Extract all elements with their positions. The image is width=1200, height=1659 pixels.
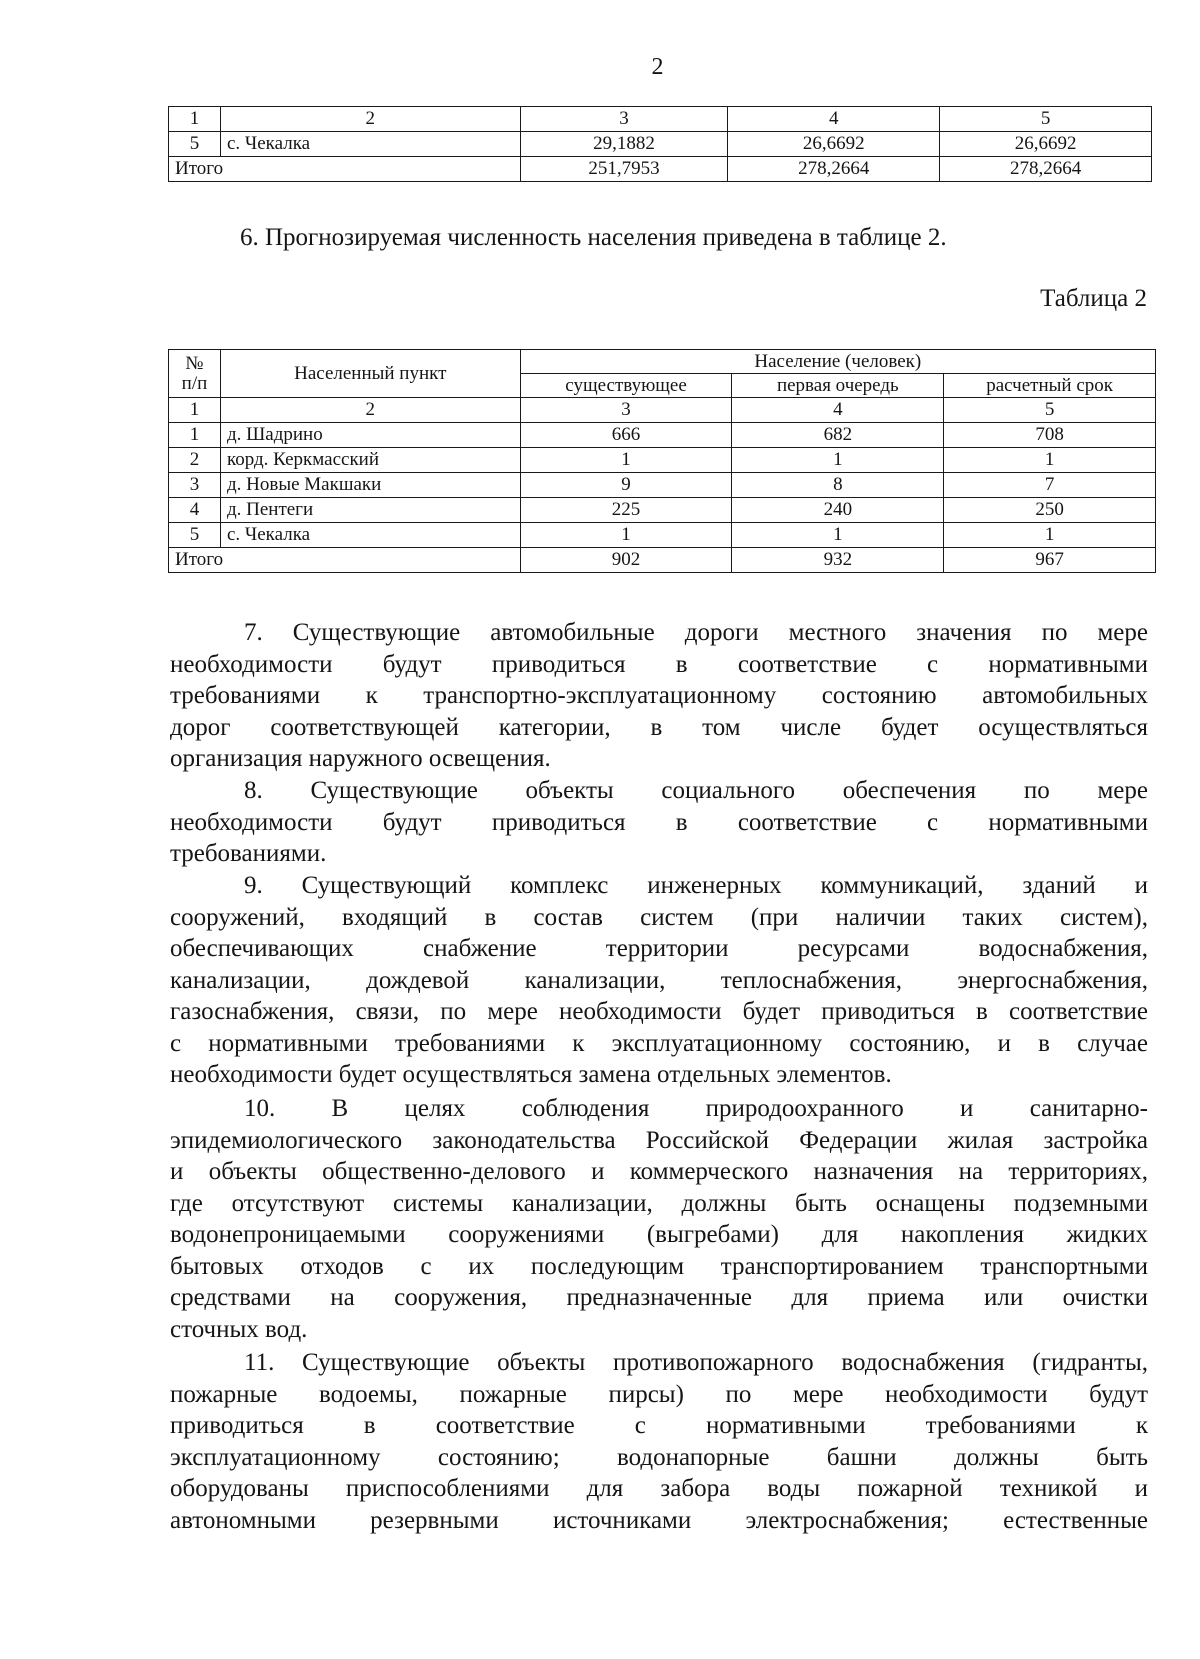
paragraph-line: 9. Существующий комплекс инженерных коммуникаций, зданий и	[244, 872, 1148, 899]
table-1-continuation	[168, 106, 1152, 182]
table-2-header	[169, 350, 1156, 374]
population-calculated: 708	[944, 423, 1156, 448]
table-row	[169, 473, 1156, 498]
table-total-row	[169, 548, 1156, 573]
paragraph-line: канализации, дождевой канализации, теплоснабжения, энергоснабжения,	[170, 966, 1148, 994]
settlement-name: с. Чекалка	[220, 132, 520, 157]
paragraph-line: газоснабжения, связи, по мере необходимости будет приводиться в соответствие	[170, 998, 1148, 1025]
table-2-caption: Таблица 2	[1040, 285, 1147, 312]
population-existing: 666	[520, 423, 732, 448]
row-number: 5	[169, 132, 221, 157]
population-calculated: 1	[944, 523, 1156, 548]
col-number: 5	[944, 398, 1156, 423]
paragraph-line: эпидемиологического законодательства Российской Федерации жилая застройка	[170, 1126, 1148, 1154]
paragraph-line: бытовых отходов с их последующим транспортированием транспортными	[170, 1252, 1148, 1280]
col-number: 4	[728, 107, 940, 132]
settlement-name: с. Чекалка	[220, 523, 520, 548]
population-existing: 1	[520, 448, 732, 473]
paragraph-line: требованиями.	[170, 840, 327, 867]
paragraph-line: с нормативными требованиями к эксплуатационному состоянию, и в случае	[170, 1029, 1148, 1057]
table-2-column-numbers	[169, 398, 1156, 423]
paragraph-6	[240, 222, 1150, 254]
population-calculated: 250	[944, 498, 1156, 523]
population-first-stage: 8	[732, 473, 944, 498]
table-row	[169, 523, 1156, 548]
row-number: 2	[169, 448, 221, 473]
paragraph-7	[170, 617, 1148, 775]
paragraph-line: водонепроницаемыми сооружениями (выгребами) для накопления жидких	[170, 1221, 1148, 1248]
paragraph-10	[170, 1093, 1148, 1345]
total-value: 251,7953	[520, 157, 728, 182]
table-row	[169, 498, 1156, 523]
cell-value: 26,6692	[940, 132, 1152, 157]
population-existing: 9	[520, 473, 732, 498]
cell-value: 26,6692	[728, 132, 940, 157]
paragraph-line: и объекты общественно-делового и коммерческого назначения на территориях,	[170, 1158, 1148, 1185]
population-first-stage: 682	[732, 423, 944, 448]
population-first-stage: 1	[732, 448, 944, 473]
population-calculated: 1	[944, 448, 1156, 473]
paragraph-line: необходимости будет осуществляться замена отдельных элементов.	[170, 1061, 892, 1088]
paragraph-line: 7. Существующие автомобильные дороги местного значения по мере	[244, 619, 1148, 646]
header-number-pp: п/п	[181, 372, 208, 394]
header-settlement: Населенный пункт	[220, 350, 520, 398]
population-existing: 225	[520, 498, 732, 523]
paragraph-line: 6. Прогнозируемая численность населения приведена в таблице 2.	[240, 224, 947, 251]
total-label: Итого	[169, 548, 521, 573]
paragraph-line: необходимости будут приводиться в соответствие с нормативными	[170, 650, 1148, 678]
paragraph-line: дорог соответствующей категории, в том числе будет осуществляться	[170, 713, 1148, 741]
settlement-name: корд. Керкмасский	[220, 448, 520, 473]
row-number: 4	[169, 498, 221, 523]
table-total-row	[169, 157, 1152, 182]
total-label: Итого	[169, 157, 521, 182]
population-existing: 1	[520, 523, 732, 548]
paragraph-line: организация наружного освещения.	[170, 745, 551, 772]
settlement-name: д. Пентеги	[220, 498, 520, 523]
total-first-stage: 932	[732, 548, 944, 573]
col-number: 2	[220, 107, 520, 132]
total-value: 278,2664	[728, 157, 940, 182]
paragraph-line: 11. Существующие объекты противопожарного водоснабжения (гидранты,	[244, 1349, 1148, 1376]
paragraph-line: обеспечивающих снабжение территории ресурсами водоснабжения,	[170, 935, 1148, 962]
paragraph-line: необходимости будут приводиться в соответствие с нормативными	[170, 808, 1148, 836]
paragraph-line: сооружений, входящий в состав систем (при наличии таких систем),	[170, 903, 1148, 931]
row-number: 3	[169, 473, 221, 498]
settlement-name: д. Новые Макшаки	[220, 473, 520, 498]
paragraph-line: требованиями к транспортно-эксплуатационному состоянию автомобильных	[170, 682, 1148, 709]
total-existing: 902	[520, 548, 732, 573]
table-row	[169, 448, 1156, 473]
paragraph-line: 8. Существующие объекты социального обеспечения по мере	[244, 777, 1148, 804]
paragraph-line: приводиться в соответствие с нормативными требованиями к	[170, 1412, 1148, 1439]
col-number: 2	[220, 398, 520, 423]
table-row	[169, 423, 1156, 448]
page-number: 2	[651, 54, 664, 80]
col-number: 3	[520, 107, 728, 132]
paragraph-line: средствами на сооружения, предназначенные для приема или очистки	[170, 1284, 1148, 1311]
row-number: 1	[169, 423, 221, 448]
cell-value: 29,1882	[520, 132, 728, 157]
col-number: 5	[940, 107, 1152, 132]
population-calculated: 7	[944, 473, 1156, 498]
header-existing: существующее	[520, 374, 732, 398]
paragraph-8	[170, 775, 1148, 870]
col-number: 1	[169, 107, 221, 132]
header-number-sign: №	[185, 352, 204, 374]
paragraph-line: где отсутствуют системы канализации, должны быть оснащены подземными	[170, 1189, 1148, 1217]
paragraph-line: 10. В целях соблюдения природоохранного и санитарно-	[244, 1095, 1148, 1122]
population-first-stage: 240	[732, 498, 944, 523]
population-first-stage: 1	[732, 523, 944, 548]
row-number: 5	[169, 523, 221, 548]
paragraph-line: эксплуатационному состоянию; водонапорные башни должны быть	[170, 1443, 1148, 1471]
paragraph-line: оборудованы приспособлениями для забора воды пожарной техникой и	[170, 1475, 1148, 1502]
table-row	[169, 132, 1152, 157]
table-1-column-numbers	[169, 107, 1152, 132]
col-number: 1	[169, 398, 221, 423]
header-population-group: Население (человек)	[520, 350, 1155, 374]
header-number	[169, 350, 221, 398]
table-2-population	[168, 349, 1156, 573]
paragraph-line: автономными резервными источниками электроснабжения; естественные	[170, 1506, 1148, 1534]
paragraph-11	[170, 1347, 1148, 1536]
col-number: 3	[520, 398, 732, 423]
col-number: 4	[732, 398, 944, 423]
paragraph-9	[170, 870, 1148, 1091]
paragraph-line: пожарные водоемы, пожарные пирсы) по мере необходимости будут	[170, 1380, 1148, 1408]
total-value: 278,2664	[940, 157, 1152, 182]
paragraph-line: сточных вод.	[170, 1315, 308, 1343]
header-first-stage: первая очередь	[732, 374, 944, 398]
header-calculated-term: расчетный срок	[944, 374, 1156, 398]
total-calculated: 967	[944, 548, 1156, 573]
settlement-name: д. Шадрино	[220, 423, 520, 448]
